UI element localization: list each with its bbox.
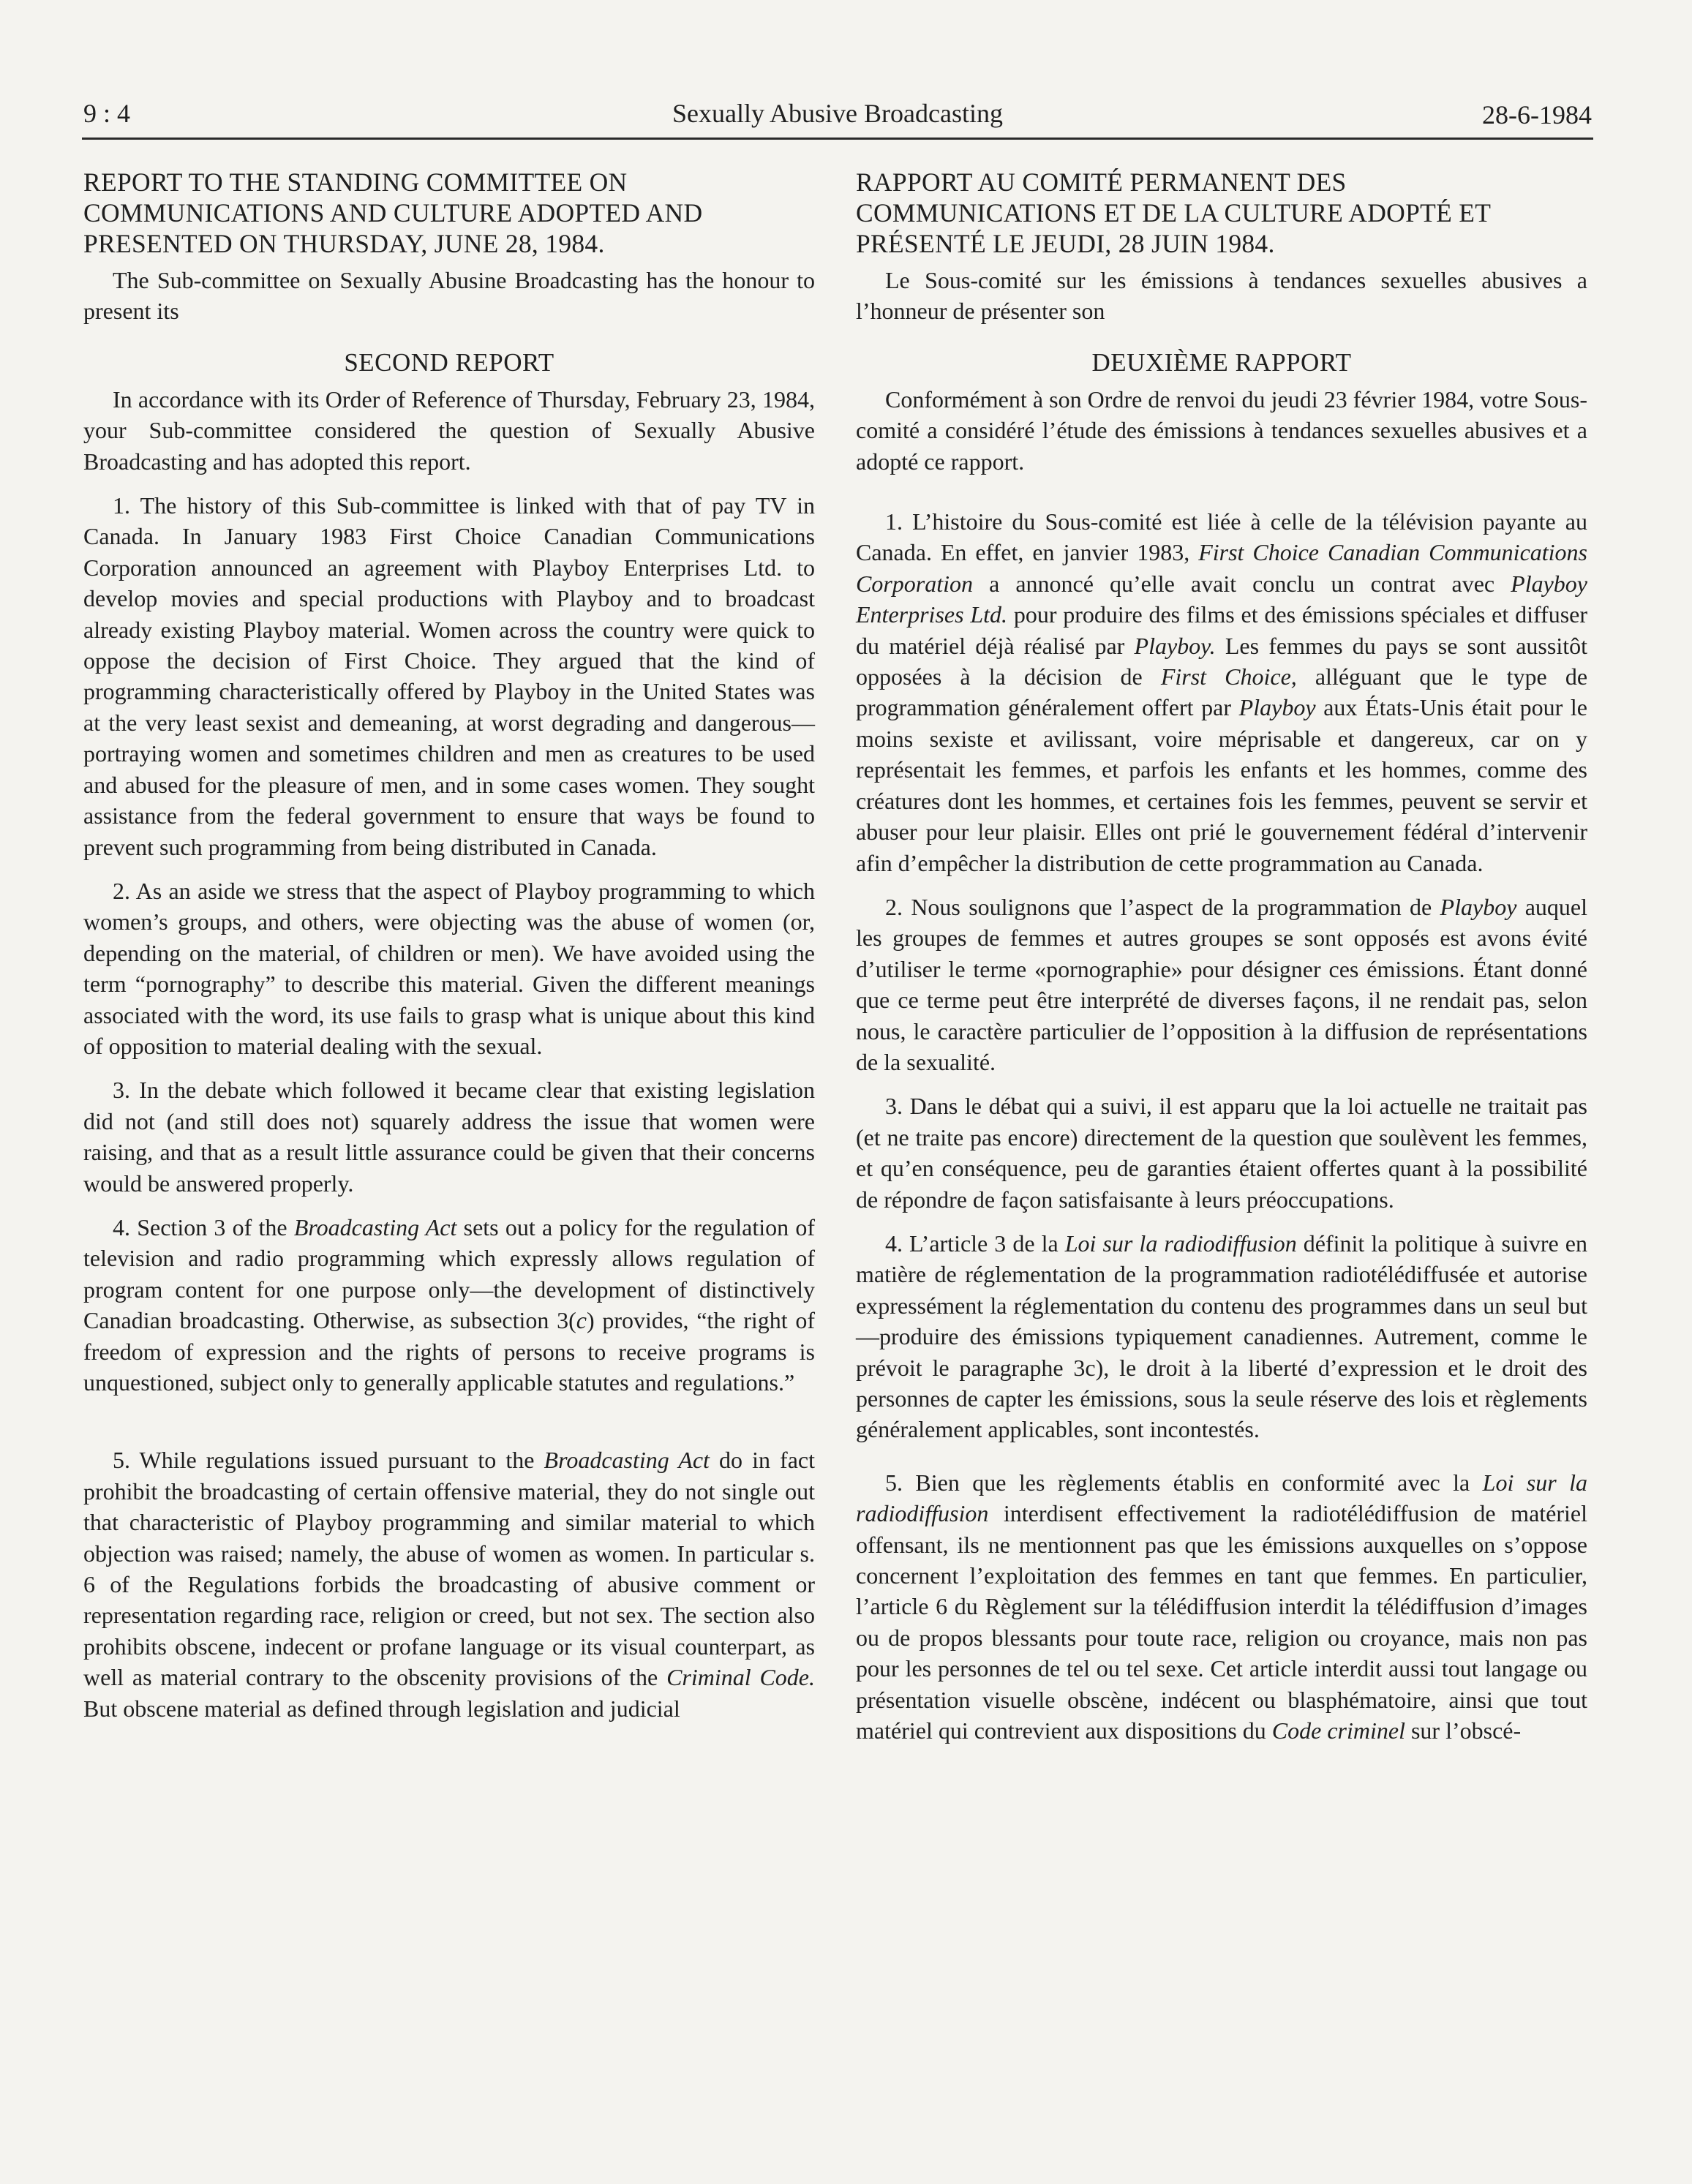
english-paragraph-5: 5. While regulations issued pursuant to the Broadcasting Act do in fact prohibit the broadcasting of certain offensive material, they do not single out that characteristic of Playboy programming and similar material to which objection was raised; namely, the abuse of women as women. In particular s. 6 of the Regulations forbids the broadcasting of abusive comment or representation regarding race, religion or creed, but not sex. The section also prohibits obscene, indecent or profane language or its visual counterpart, as well as material contrary to the obscenity provisions of the Criminal Code. But obscene material as defined through legislation and judicial — [83, 1447, 816, 1722]
french-column — [856, 167, 1587, 1746]
running-title: Sexually Abusive Broadcasting — [672, 99, 1003, 128]
english-intro: The Sub-committee on Sexually Abusine Broadcasting has the honour to present its — [83, 267, 815, 325]
french-paragraph-3: 3. Dans le débat qui a suivi, il est apparu que la loi actuelle ne traitait pas (et ne traite pas encore) directement de la question que soulèvent les femmes, et qu’en conséquence, peu de garanties étaient offertes quant à la possibilité de répondre de façon satisfaisante à leurs préoccupations. — [856, 1093, 1587, 1213]
english-order-paragraph: In accordance with its Order of Reference of Thursday, February 23, 1984, your Sub-committee considered the question of Sexually Abusive Broadcasting and has adopted this report. — [83, 385, 815, 475]
french-paragraph-4: 4. L’article 3 de la Loi sur la radiodiffusion définit la politique à suivre en matière de réglementation de la programmation radiotélédiffusée et autorise expressément la réglementation du contenu des programmes dans un seul but—produire des émissions typiquement canadiennes. Autrement, comme le prévoit le paragraphe 3c), le droit à la liberté d’expression et le droit des personnes de capter les émissions, sous la seule réserve des lois et règlements généralement applicables, sont incontestés. — [856, 1230, 1587, 1443]
french-report-title: RAPPORT AU COMITÉ PERMANENT DES COMMUNICATIONS ET DE LA CULTURE ADOPTÉ ET PRÉSENTÉ LE JEUDI, 28 JUIN 1984. — [856, 167, 1491, 258]
page-header — [82, 94, 1593, 140]
french-paragraph-2: 2. Nous soulignons que l’aspect de la programmation de Playboy auquel les groupes de femmes et autres groupes se sont opposés est avons évité d’utiliser le terme «pornographie» pour désigner ces émissions. Étant donné que ce terme peut être interprété de diverses façons, il ne rendait pas, selon nous, le caractère particulier de l’opposition à la diffusion de représentations de la sexualité. — [856, 893, 1587, 1075]
english-column — [83, 167, 815, 1724]
french-report-heading: DEUXIÈME RAPPORT — [1091, 347, 1352, 377]
english-report-heading: SECOND REPORT — [344, 347, 554, 377]
page-number: 9 : 4 — [83, 99, 131, 128]
english-paragraph-2: 2. As an aside we stress that the aspect of Playboy programming to which women’s groups, and others, were objecting was the abuse of women (or, depending on the material, of children or men). We have avoided using the term “pornography” to describe this material. Given the different meanings associated with the word, its use fails to grasp what is unique about this kind of opposition to material dealing with the sexual. — [83, 877, 815, 1059]
english-paragraph-3: 3. In the debate which followed it became clear that existing legislation did not (and still does not) squarely address the issue that women were raising, and that as a result little assurance could be given that their concerns would be answered properly. — [83, 1077, 815, 1197]
english-paragraph-4: 4. Section 3 of the Broadcasting Act sets out a policy for the regulation of television and radio programming which expressly allows regulation of program content for one purpose only—the development of distinctively Canadian broadcasting. Otherwise, as subsection 3(c) provides, “the right of freedom of expression and the rights of persons to receive programs is unquestioned, subject only to generally applicable statutes and regulations.” — [83, 1213, 816, 1396]
english-paragraph-1: 1. The history of this Sub-committee is linked with that of pay TV in Canada. In January 1983 First Choice Canadian Communications Corporation announced an agreement with Playboy Enterprises Ltd. to develop movies and special productions with Playboy and to broadcast already existing Playboy material. Women across the country were quick to oppose the decision of First Choice. They argued that the kind of programming characteristically offered by Playboy in the United States was at the very least sexist and demeaning, at worst degrading and dangerous—portraying women and sometimes children and men as creatures to be used and abused for the pleasure of men, and in some cases women. They sought assistance from the federal government to ensure that ways be found to prevent such programming from being distributed in Canada. — [83, 492, 815, 860]
french-order-paragraph: Conformément à son Ordre de renvoi du jeudi 23 février 1984, votre Sous-comité a considéré l’étude des émissions à tendances sexuelles abusives et a adopté ce rapport. — [856, 385, 1587, 475]
french-intro: Le Sous-comité sur les émissions à tendances sexuelles abusives a l’honneur de présenter son — [856, 267, 1587, 325]
english-report-title: REPORT TO THE STANDING COMMITTEE ON COMMUNICATIONS AND CULTURE ADOPTED AND PRESENTED ON THURSDAY, JUNE 28, 1984. — [83, 167, 703, 258]
french-paragraph-1: 1. L’histoire du Sous-comité est liée à celle de la télévision payante au Canada. En effet, en janvier 1983, First Choice Canadian Communications Corporation a annoncé qu’elle avait conclu un contrat avec Playboy Enterprises Ltd. pour produire des films et des émissions spéciales et diffuser du matériel déjà réalisé par Playboy. Les femmes du pays se sont aussitôt opposées à la décision de First Choice, alléguant que le type de programmation généralement offert par Playboy aux États-Unis était pour le moins sexiste et avilissant, voire méprisable et dangereux, car on y représentait les femmes, et parfois les enfants et les hommes, comme des créatures dont les hommes, et certaines fois les femmes, peuvent se servir et abuser pour leur plaisir. Elles ont prié le gouvernement fédéral d’intervenir afin d’empêcher la distribution de cette programmation au Canada. — [856, 508, 1588, 876]
header-date: 28-6-1984 — [1482, 100, 1592, 129]
french-paragraph-5: 5. Bien que les règlements établis en conformité avec la Loi sur la radiodiffusion interdisent effectivement la radiotélédiffusion de matériel offensant, ils ne mentionnent pas que les émissions auxquelles on s’oppose concernent l’exploitation des femmes en tant que femmes. En particulier, l’article 6 du Règlement sur la télédiffusion interdit la télédiffusion d’images ou de propos blessants pour toute race, religion ou croyance, mais non pas pour les personnes de tel ou tel sexe. Cet article interdit aussi tout langage ou présentation visuelle obscène, indécent ou blasphématoire, ainsi que tout matériel qui contrevient aux dispositions du Code criminel sur l’obscé- — [856, 1469, 1588, 1744]
